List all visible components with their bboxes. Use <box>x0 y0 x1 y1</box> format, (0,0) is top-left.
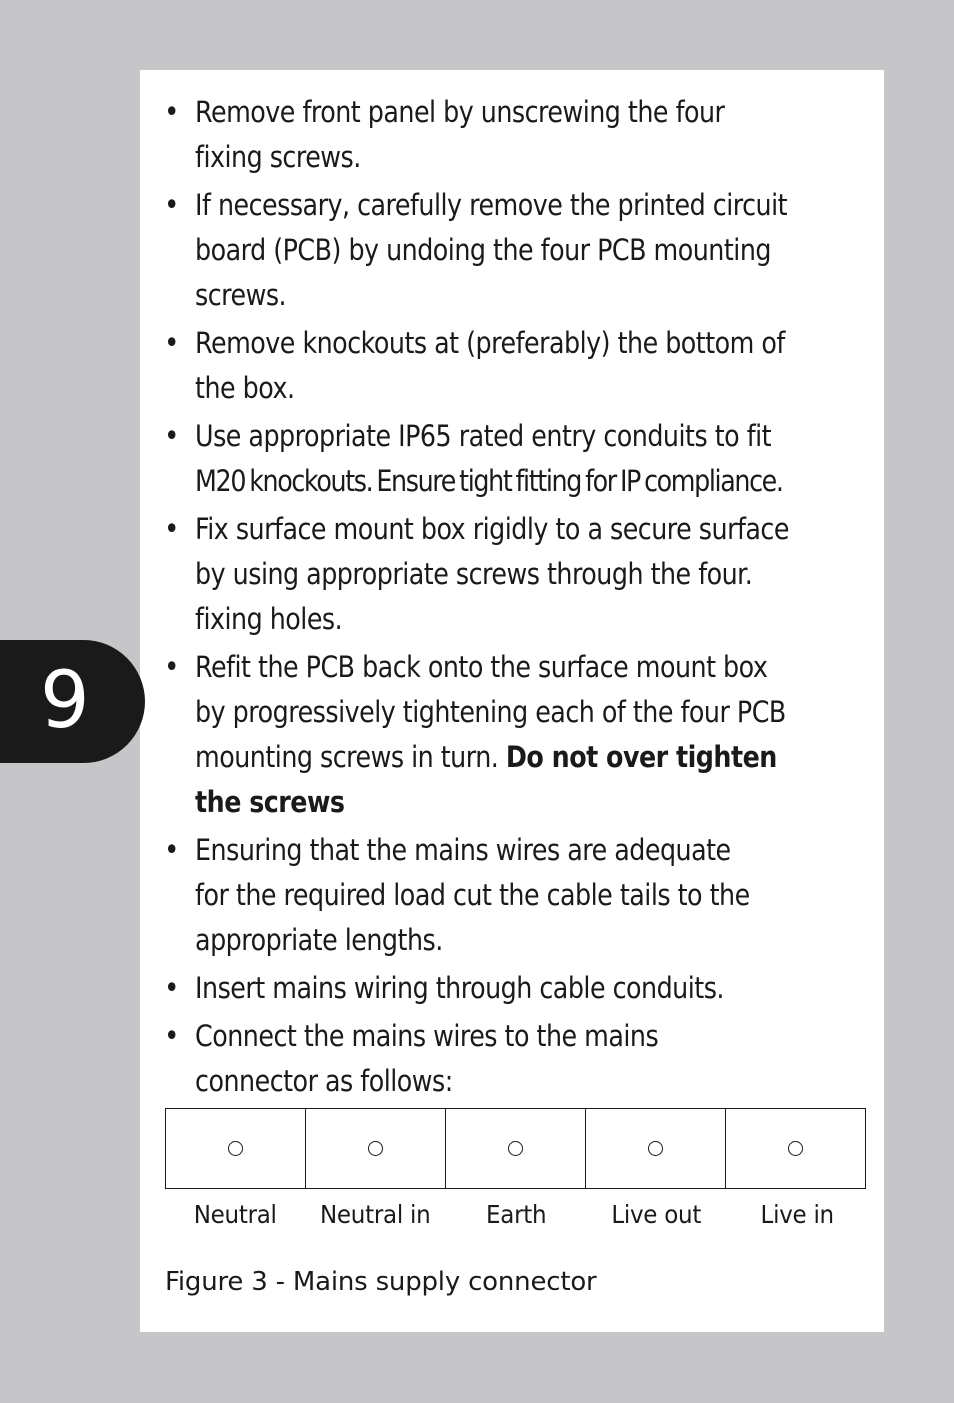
terminal-hole-icon <box>228 1141 243 1156</box>
page-number-tab <box>0 640 145 763</box>
terminal-hole-icon <box>648 1141 663 1156</box>
connector-terminal <box>446 1109 586 1188</box>
instruction-item: • Ensuring that the mains wires are adequate for the required load cut the cable tails to the appropriate lengths. <box>140 828 849 963</box>
instruction-item: • Insert mains wiring through cable conduits. <box>140 966 849 1011</box>
terminal-hole-icon <box>368 1141 383 1156</box>
terminal-label-live-in: Live in <box>760 1200 834 1229</box>
terminal-hole-icon <box>508 1141 523 1156</box>
terminal-label-neutral-in: Neutral in <box>320 1200 431 1229</box>
connector-terminal <box>586 1109 726 1188</box>
terminal-label-live-out: Live out <box>611 1200 702 1229</box>
warning-text: the screws <box>195 785 345 819</box>
instruction-item: • Remove front panel by unscrewing the four fixing screws. <box>140 90 849 180</box>
bullet-icon: • <box>164 188 179 223</box>
instruction-item: • Remove knockouts at (preferably) the bottom of the box. <box>140 321 849 411</box>
instruction-item: • Use appropriate IP65 rated entry conduits to fit M20 knockouts. Ensure tight fitting for IP compliance. <box>140 414 849 504</box>
bullet-icon: • <box>164 650 179 685</box>
instruction-list <box>140 90 884 1107</box>
terminal-label-earth: Earth <box>485 1200 547 1229</box>
instruction-item: • Connect the mains wires to the mains connector as follows: <box>140 1014 849 1104</box>
bullet-icon: • <box>164 419 179 454</box>
warning-text: Do not over tighten <box>505 740 777 774</box>
page-number: 9 <box>40 656 90 746</box>
bullet-icon: • <box>164 833 179 868</box>
manual-page <box>140 70 884 1332</box>
connector-terminal <box>306 1109 446 1188</box>
connector-terminal <box>166 1109 306 1188</box>
terminal-label-neutral: Neutral <box>193 1200 277 1229</box>
mains-connector-diagram <box>165 1108 866 1189</box>
figure-caption: Figure 3 - Mains supply connector <box>165 1267 597 1297</box>
bullet-icon: • <box>164 971 179 1006</box>
bullet-icon: • <box>164 512 179 547</box>
instruction-item: • Fix surface mount box rigidly to a secure surface by using appropriate screws through the four. fixing holes. <box>140 507 849 642</box>
bullet-icon: • <box>164 326 179 361</box>
bullet-icon: • <box>164 1019 179 1054</box>
instruction-item: • If necessary, carefully remove the printed circuit board (PCB) by undoing the four PCB mounting screws. <box>140 183 849 318</box>
instruction-item: • Refit the PCB back onto the surface mount box by progressively tightening each of the four PCB mounting screws in turn. Do not over tighten the screws <box>140 645 849 825</box>
connector-terminal <box>726 1109 865 1188</box>
terminal-labels <box>165 1200 867 1229</box>
terminal-hole-icon <box>788 1141 803 1156</box>
bullet-icon: • <box>164 95 179 130</box>
